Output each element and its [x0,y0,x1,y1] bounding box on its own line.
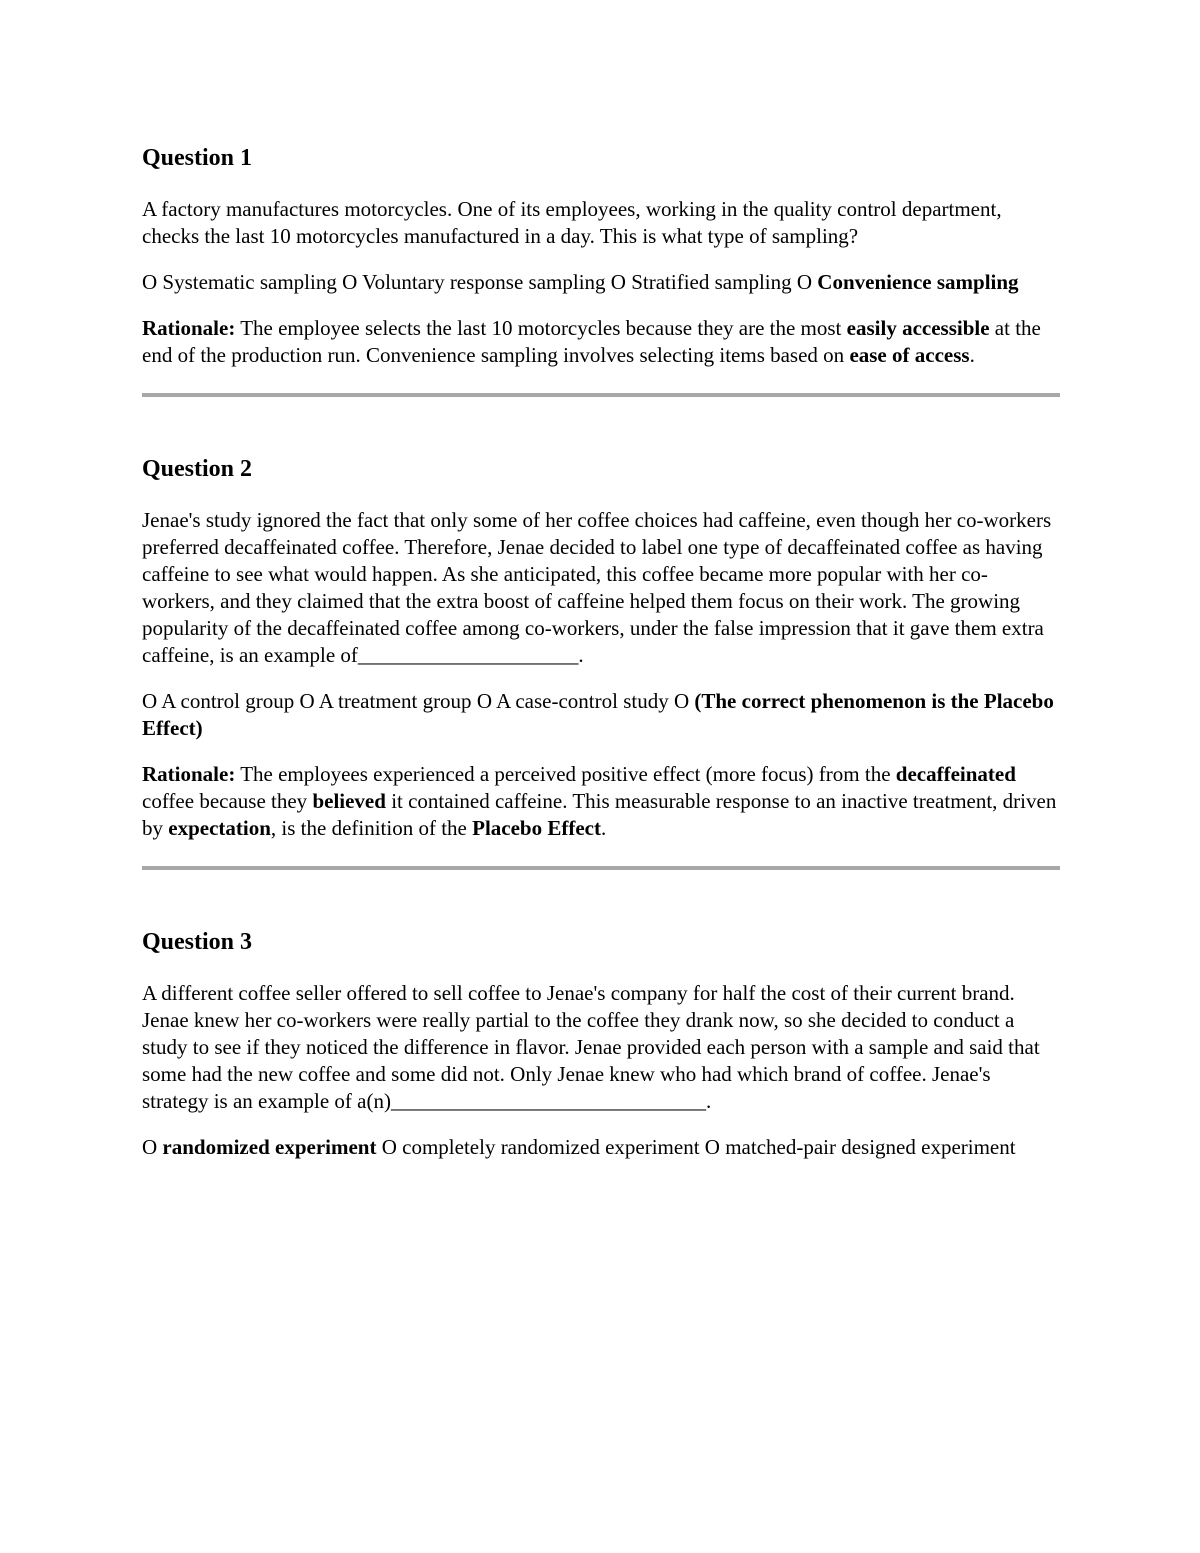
answer-option-correct[interactable] [142,1135,376,1159]
answer-option[interactable] [477,689,669,713]
document-page [142,140,1060,1180]
option-label: A treatment group [318,689,472,713]
rationale-text: . [601,816,607,840]
option-label: randomized experiment [162,1135,377,1159]
answer-options [142,269,1060,296]
question-title: Question 1 [142,145,253,171]
rationale-text: The employees experienced a perceived positive effect (more focus) from the [235,762,896,786]
radio-circle-icon: O [673,689,690,713]
rationale-text: The employee selects the last 10 motorcycles because they are the most [235,316,847,340]
question-2 [142,451,1060,842]
answer-option[interactable] [300,689,472,713]
rationale-text: coffee because they [142,789,313,813]
answer-options [142,688,1060,742]
option-label: matched-pair designed experiment [725,1135,1016,1159]
question-title: Question 2 [142,456,253,482]
rationale-emphasis: easily accessible [846,316,990,340]
radio-circle-icon: O [796,270,813,294]
answer-option-correct[interactable] [797,270,1019,294]
question-text: A different coffee seller offered to sell coffee to Jenae's company for half the cost of their current brand. Jenae knew her co-workers were really partial to the coffee they drank now, so she decided to conduct a study to see if they noticed the difference in flavor. Jenae provided each person with a sample and said that some had the new coffee and some did not. Only Jenae knew who had which brand of coffee. Jenae's strategy is an example of a(n)______________________________. [142,981,1040,1113]
option-label: Convenience sampling [817,270,1019,294]
option-label: Voluntary response sampling [362,270,606,294]
option-label: A case-control study [496,689,669,713]
rationale-text: , is the definition of the [270,816,473,840]
answer-option[interactable] [382,1135,700,1159]
radio-circle-icon: O [610,270,626,294]
rationale-text: it contained caffeine. This measurable response to an inactive treatment, driven by [142,789,1057,840]
radio-circle-icon: O [704,1135,720,1159]
radio-circle-icon: O [142,1135,158,1159]
option-label: (The correct phenomenon is the Placebo Effect) [142,689,1054,740]
question-text: Jenae's study ignored the fact that only some of her coffee choices had caffeine, even though her co-workers preferred decaffeinated coffee. Therefore, Jenae decided to label one type of decaffeinated coffee as having caffeine to see what would happen. As she anticipated, this coffee became more popular with her co-workers, and they claimed that the extra boost of caffeine helped them focus on their work. The growing popularity of the decaffeinated coffee among co-workers, under the false impression that it gave them extra caffeine, is an example of_____________________. [142,508,1052,667]
answer-option[interactable] [611,270,792,294]
option-label: A control group [161,689,295,713]
radio-circle-icon: O [142,689,158,713]
option-label: completely randomized experiment [402,1135,700,1159]
question-text: A factory manufactures motorcycles. One of its employees, working in the quality control department, checks the last 10 motorcycles manufactured in a day. This is what type of sampling? [142,197,1002,248]
option-label: Systematic sampling [162,270,337,294]
rationale-text: . [969,343,975,367]
rationale-label: Rationale: [142,762,236,786]
section-divider [142,393,1060,397]
option-label: Stratified sampling [631,270,792,294]
rationale-emphasis: decaffeinated [895,762,1016,786]
rationale [142,315,1060,369]
radio-circle-icon: O [299,689,315,713]
question-3 [142,924,1060,1161]
question-title: Question 3 [142,929,253,955]
rationale-emphasis: believed [312,789,386,813]
answer-option[interactable] [142,270,337,294]
answer-option[interactable] [705,1135,1016,1159]
radio-circle-icon: O [476,689,492,713]
section-divider [142,866,1060,870]
rationale-emphasis: ease of access [849,343,970,367]
answer-option[interactable] [342,270,605,294]
question-1 [142,140,1060,369]
rationale-emphasis: expectation [168,816,271,840]
answer-options [142,1134,1060,1161]
rationale-text: at the end of the production run. Convenience sampling involves selecting items based on [142,316,1041,367]
answer-option[interactable] [142,689,294,713]
radio-circle-icon: O [381,1135,397,1159]
rationale-label: Rationale: [142,316,236,340]
rationale-emphasis: Placebo Effect [472,816,601,840]
radio-circle-icon: O [142,270,158,294]
radio-circle-icon: O [342,270,358,294]
rationale [142,761,1060,842]
